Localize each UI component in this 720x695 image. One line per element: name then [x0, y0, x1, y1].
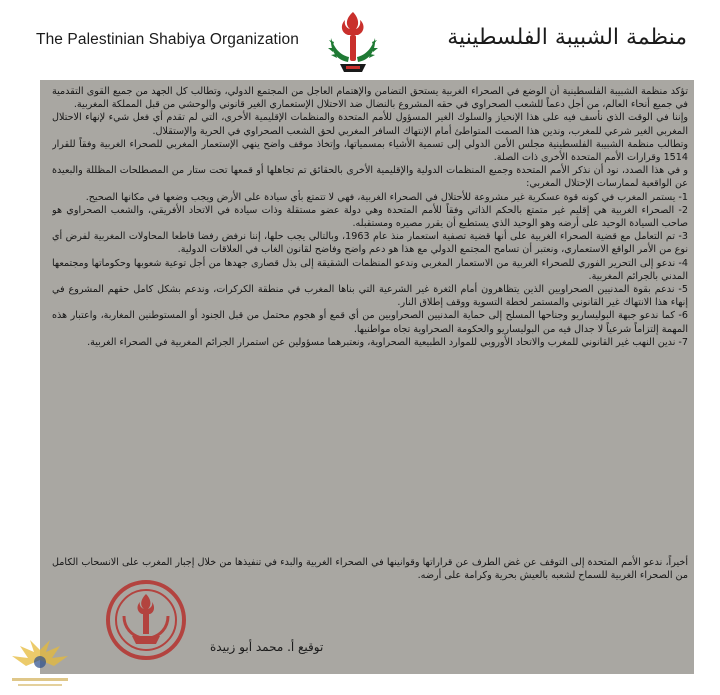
- paragraph-security-council: وتطالب منظمة الشبيبة الفلسطينية مجلس الأمن الدولي إلى تسمية الأشياء بمسمياتها، وإتخاذ موقف واضح ينهي الإستعمار المغربي للصحراء الغربية وفقاً للقرار 1514 وقرارات الأمم المتحدة الأخرى ذات الصلة.: [52, 138, 688, 164]
- eagle-watermark-icon: [0, 638, 80, 693]
- point-7: 7- ندين النهب غير القانوني للمغرب والاتحاد الأوروبي للموارد الطبيعية الصحراوية، ونعتبرهما مسؤولين عن استمرار الجرائم المغربية في الصحراء الغربية.: [87, 336, 688, 348]
- statement-body: [52, 85, 688, 605]
- point-6: 6- كما ندعو جبهة البوليساريو وجناحها المسلح إلى حماية المدنيين الصحراويين من أي قمع أو هجوم محتمل من قبل الجنود أو المستوطنين المغاربة، واعتبار هذه المهمة إلتزاماً شرعياً لا جدال فيه من البوليساريو والحكومة الصحراوية تجاه مواطنيها.: [52, 310, 688, 335]
- org-name-arabic: منظمة الشبيبة الفلسطينية: [447, 25, 687, 50]
- paragraph-regret: وإننا في الوقت الذي نأسف فيه على هذا الإنحياز والسلوك الغير المسؤول للأمم المتحدة والمنظمات الإقليمية الأخرى، التي لم تقدم أي فعل شيء لإنهاء الاحتلال المغربي الغير شرعي للمغرب، وندين هذا الصمت المتواطئ أمام الإنتهاك السافر المغربي لحق الشعب الصحراوي في الحرية والإستقلال.: [52, 112, 688, 137]
- point-2: 2- الصحراء الغربية هي إقليم غير متمتع بالحكم الذاتي وفقاً للأمم المتحدة وهي دولة عضو مستقلة وذات سيادة في الاتحاد الأفريقي، والشعب الصحراوي هو صاحب السيادة الوحيد على أرضه وهو الوحيد الذي يستطيع أن يقرر مصيره ومستقبله.: [52, 204, 688, 230]
- torch-emblem-icon: [322, 8, 384, 76]
- document-header: [0, 0, 720, 80]
- point-4: 4- ندعو إلى التحرير الفوري للصحراء الغربية من الاستعمار المغربي وندعو المنظمات الشقيقة إلى بذل قصارى جهدها من أجل توعية شعوبها وحكوماتها ومجتمعها المدني بالجرائم المغربية.: [52, 257, 688, 282]
- point-5: 5- ندعم بقوة المدنيين الصحراويين الذين يتظاهرون أمام الثغرة غير الشرعية التي بناها المغرب في منطقة الكركرات، وندعم بشكل كامل حقهم المشروع في إنهاء هذا الانتهاك غير القانوني والمستمر لخطة التسوية ووقف إطلاق النار.: [52, 284, 688, 309]
- org-name-english: The Palestinian Shabiya Organization: [36, 31, 299, 48]
- organization-seal-icon: [102, 572, 190, 664]
- point-1: 1- يستمر المغرب في كونه قوة عسكرية غير مشروعة للأحتلال في الصحراء الغربية، فهي لا تتمتع بأي سيادة على الأرض ويجب وضعها في مكانها الصحيح.: [85, 191, 688, 203]
- signature-line: توقيع أ. محمد أبو زبيدة: [210, 640, 324, 654]
- point-3: 3- تم التعامل مع قضية الصحراء الغربية على أنها قضية تصفية استعمار منذ عام 1963، وبالتالي يجب حلها، إننا نرفض رفضا قاطعا المحاولات المغربية لفرض أي نوع من الأمر الواقع الاستعماري، ونعتبر أن تسامح المجتمع الدولي مع هذا هو دعم واضح وفاضح لقانون الغاب في العلاقات الدولية.: [52, 231, 688, 256]
- paragraph-intro: تؤكد منظمة الشبيبة الفلسطينية أن الوضع في الصحراء الغربية يستحق التضامن والإهتمام العاجل من المجتمع الدولي، وتطالب كل الجهد من جميع القوى التقدمية في جميع أنحاء العالم، من أجل دعماً للشعب الصحراوي في حقه المشروع بالنضال ضد الاحتلال الإستعماري الغير قانوني والوحشي من قبل المملكة المغربية.: [52, 86, 688, 111]
- paragraph-facts-intro: و في هذا الصدد، نود أن نذكر الأمم المتحدة وجميع المنظمات الدولية والإقليمية الأخرى بالحقائق تم تجاهلها أو قمعها تحت ستار من المصطلحات المظللة والبعيدة عن الواقعية لممارسات الإحتلال المغربي:: [52, 165, 688, 190]
- closing-paragraph: أخيراً، ندعو الأمم المتحدة إلى التوقف عن غض الطرف عن قراراتها وقوانينها في الصحراء الغربية والبدء في تنفيذها من خلال إجبار المغرب على الانسحاب الكامل من الصحراء الغربية للسماح لشعبه بالعيش بحرية وكرامة على أرضه.: [52, 557, 688, 582]
